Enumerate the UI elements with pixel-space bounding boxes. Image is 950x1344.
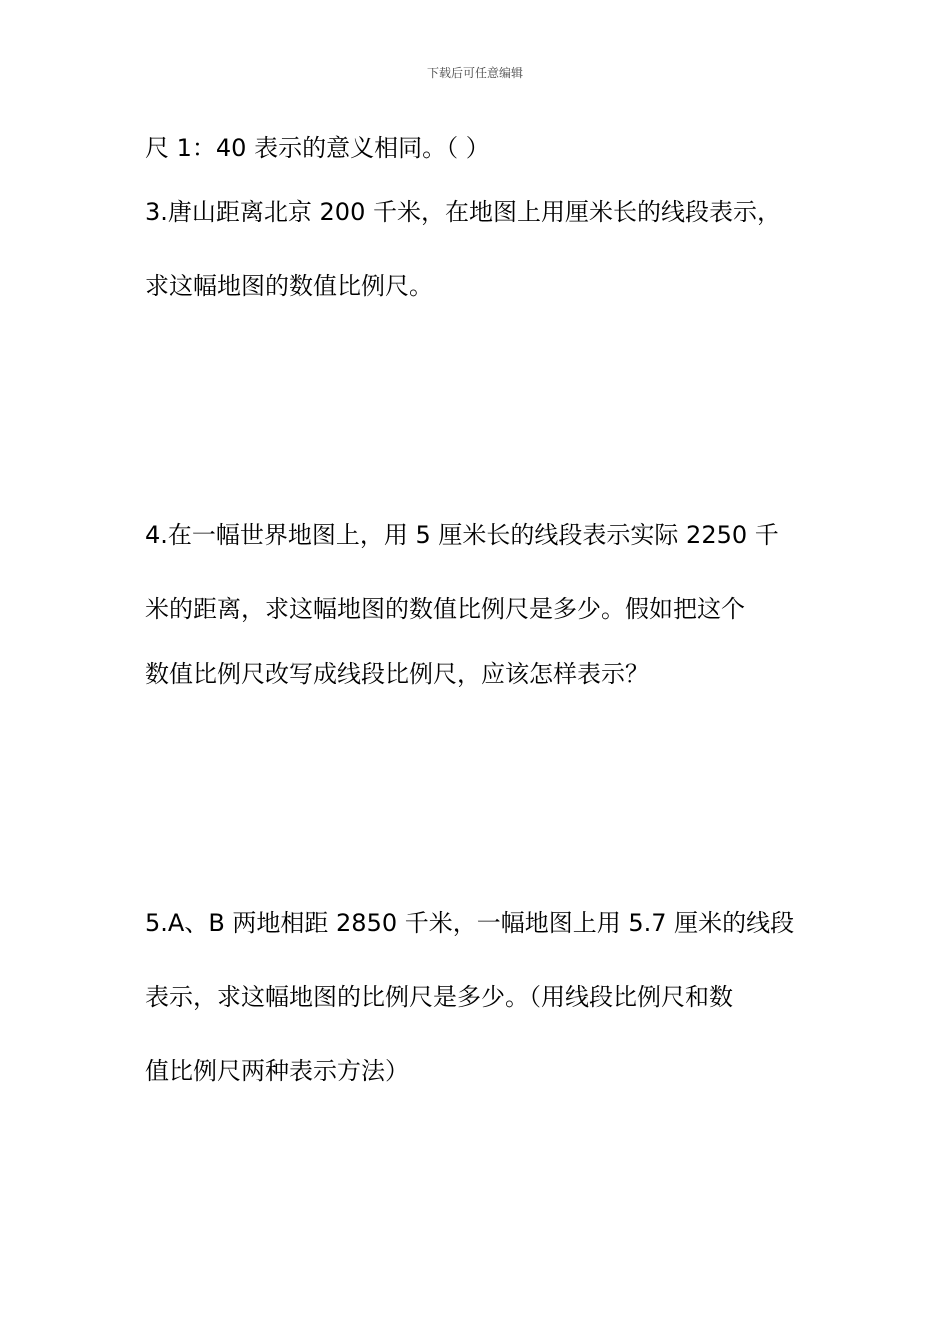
- question-5-line-3: 值比例尺两种表示方法）: [145, 1057, 409, 1085]
- question-3-line-2: 求这幅地图的数值比例尺。: [145, 272, 433, 300]
- question-4-line-2: 米的距离，求这幅地图的数值比例尺是多少。假如把这个: [145, 595, 745, 623]
- question-3-line-1: 3.唐山距离北京 200 千米，在地图上用厘米长的线段表示，: [145, 198, 781, 226]
- page-header-note: 下载后可任意编辑: [426, 66, 523, 80]
- question-5-line-2: 表示，求这幅地图的比例尺是多少。（用线段比例尺和数: [145, 983, 733, 1011]
- question-4-line-3: 数值比例尺改写成线段比例尺，应该怎样表示？: [145, 660, 649, 688]
- question-5-line-1: 5.A、B 两地相距 2850 千米，一幅地图上用 5.7 厘米的线段: [145, 909, 795, 937]
- question-2-tail: 尺 1：40 表示的意义相同。（ ）: [145, 134, 490, 162]
- question-4-line-1: 4.在一幅世界地图上，用 5 厘米长的线段表示实际 2250 千: [145, 521, 779, 549]
